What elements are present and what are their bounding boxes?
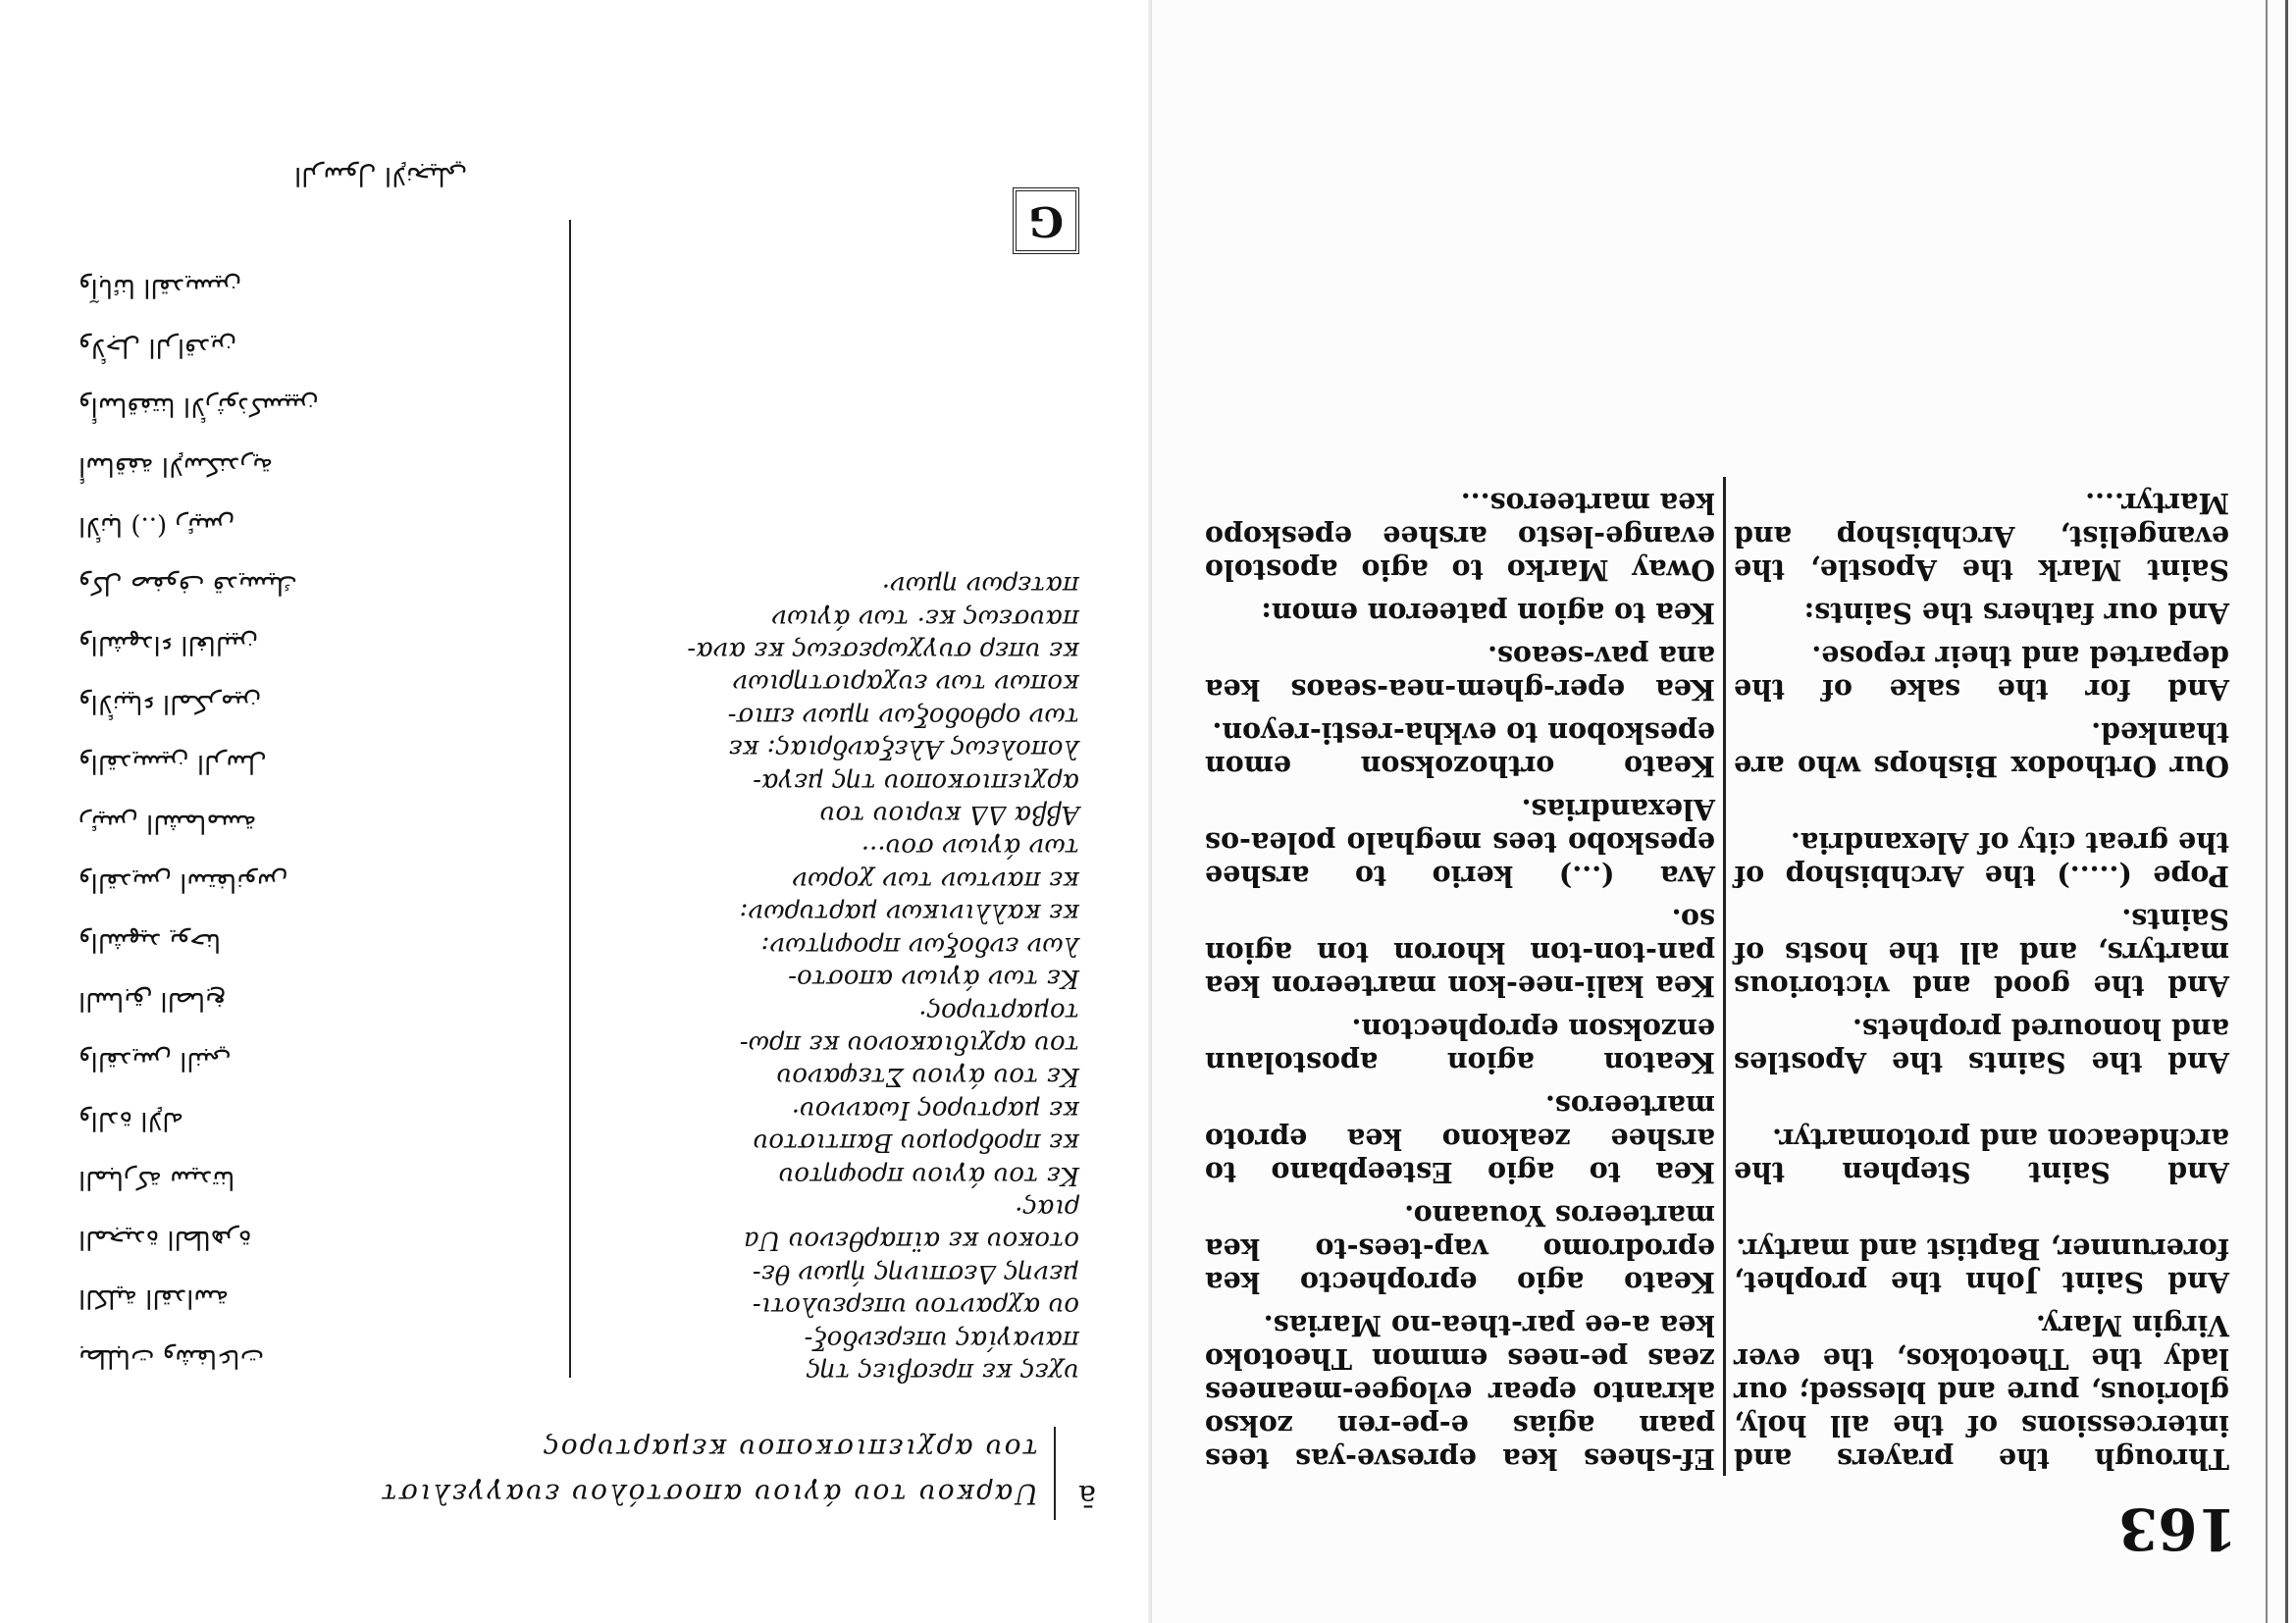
transliteration-cell: Ef-shees kea epresve-yas tees paan agias e-pe-ren zokso akranto epear evlogee-meanees zeas pe-nees emmon Theotoko kea a-ee par-thea-no Marias. [1205, 1309, 1715, 1476]
decorated-initial: G [1013, 187, 1079, 254]
transliteration-cell: Keato agio eprophecto kea eprodromo vap-tees-to kea marteeros Youaano. [1205, 1199, 1715, 1299]
coptic-line: των ορθοδοξων ημων επισ- [727, 701, 1079, 731]
english-cell: And Saint John the prophet, forerunner, Baptist and martyr. [1725, 1189, 2238, 1299]
transliteration-cell: Oway Marko to agio apostolo evange-lesto arshee epeskopo kea marteeros... [1205, 487, 1715, 587]
arabic-line: السابق الصابغ [78, 986, 227, 1017]
coptic-line: Κε των άγιων αποστο- [788, 964, 1079, 994]
coptic-line: των άγιων σου··· [861, 832, 1079, 863]
english-cell: And the Saints the Apostles and honoured prophets. [1725, 1003, 2238, 1079]
table-row [1197, 1299, 2237, 1476]
table-row [1197, 1003, 2237, 1079]
table-row [1197, 707, 2237, 783]
coptic-line: ου αχραντου υπερευλοτι- [752, 1291, 1079, 1322]
arabic-line: والقديس النبي [78, 1046, 232, 1076]
coptic-line: κε παντων των χορων [792, 864, 1079, 895]
coptic-line: του αρχιδιακονου κε πρω- [739, 1028, 1079, 1059]
coptic-line: τομαρτυρος· [918, 996, 1079, 1026]
coptic-line: κε υπερ συγχωρεσεως κε ανα- [687, 636, 1079, 666]
english-cell: Our Orthodox Bishops who are thanked. [1725, 707, 2238, 783]
transliteration-cell: Kea to agion pateeron emon: [1261, 597, 1715, 630]
section-number: ā [1078, 1478, 1096, 1512]
english-cell: Pope (.....) the Archbishop of the great city of Alexandria. [1725, 783, 2238, 893]
coptic-line: κοπων των ευχαριστηριων [732, 668, 1079, 699]
arabic-line: وآبائنا القديسين [78, 273, 242, 303]
english-cell: Saint Mark the Apostle, the evangelist, Archbishop and Martyr.... [1725, 477, 2238, 587]
coptic-line: μενης Δεσπινης ήμων θε- [752, 1258, 1079, 1288]
column-divider [569, 220, 571, 1378]
coptic-line: κε καλλινικων μαρτυρων: [739, 898, 1079, 928]
english-cell: And for the sake of the departed and their repose. [1725, 630, 2238, 707]
english-cell: Through the prayers and intercessions of the all holy, glorious, pure and blessed; our lady the Theotokos, the ever Virgin Mary. [1725, 1299, 2238, 1476]
coptic-line: παυσεως κε· των άγιων [771, 602, 1079, 633]
coptic-line: λοπολεως Αλεξανδριας: κε [728, 734, 1079, 764]
table-row [1197, 477, 2237, 587]
arabic-line: الكلية القداسة [78, 1283, 230, 1314]
english-cell: And Saint Stephen the archdeacon and protomartyr. [1725, 1079, 2238, 1189]
table-row [1197, 630, 2237, 707]
coptic-line: κε προδρομου Βαπτιστου [753, 1127, 1079, 1158]
arabic-line: والقديس استفانوس [78, 867, 288, 898]
coptic-line: λων ενδοξων προφητων: [760, 930, 1079, 961]
english-cell: And our fathers the Saints: [1725, 587, 2238, 630]
transliteration-cell: Kea eper-ghem-nea-seaos kea ana pav-seaos. [1205, 640, 1715, 707]
table-row [1197, 893, 2237, 1003]
header-line: του αρχιεπισκοπου κεμαρτυρος [542, 1433, 1038, 1465]
table-row [1197, 1079, 2237, 1189]
arabic-line: والشهداء الغالبين [78, 629, 259, 659]
arabic-line: وكل صفوف قديسيك [78, 570, 298, 601]
arabic-line: أساقفة الإسكندرية [78, 451, 274, 482]
header-rule [1054, 1427, 1056, 1520]
coptic-line: Κε του άγιου προφητου [778, 1160, 1079, 1190]
header-line: Uαρκου του άγιου αποστόλου ευαγγελιστ [380, 1478, 1038, 1510]
translation-table [1197, 477, 2237, 1476]
coptic-column [589, 568, 1079, 1387]
coptic-line: αρχιεπισκοπου της μεγα- [753, 766, 1079, 797]
transliteration-cell: Kea to agio Esteepbano to arshee zeakono kea eproto marteeros. [1205, 1089, 1715, 1189]
arabic-line: ولأجل الراقدين [78, 332, 237, 362]
arabic-line: والأنبياء المكرمين [78, 689, 262, 719]
coptic-line: Κε του άγιου Στεφανου [776, 1062, 1079, 1092]
arabic-line: المجيدة الطاهرة [78, 1224, 252, 1254]
arabic-line: رئيس الشمامسة [78, 808, 257, 838]
transliteration-cell: Keaton agion apostolaun enzokson eprophecton. [1205, 1013, 1715, 1079]
coptic-line: Αββα ΔΔ κυριου του [819, 800, 1079, 830]
arabic-line: والقديسين الرسل [78, 749, 267, 779]
english-cell: And the good and victorious martyrs, and all the hosts of Saints. [1725, 893, 2238, 1003]
arabic-line: بطلبات وشفاعات [78, 1343, 265, 1373]
page-number: 163 [2117, 1495, 2237, 1562]
coptic-line: κε μαρτυρος Ιωαννου· [791, 1094, 1079, 1125]
arabic-column [78, 258, 540, 1387]
coptic-line: πατερων ημων· [881, 570, 1079, 601]
transliteration-cell: Keato orthozokson emon epeskobon to evkha-resti-reyon. [1205, 716, 1715, 783]
arabic-line: الأنبا (..) رئيس [78, 510, 235, 541]
arabic-line: والشهيد يوحنا [78, 926, 222, 957]
coptic-line: ριας· [1015, 1192, 1079, 1223]
coptic-line: παναγίας υπερενδοξ- [804, 1324, 1079, 1354]
table-row [1197, 1189, 2237, 1299]
page-edge [2266, 0, 2288, 1623]
table-row [1197, 587, 2237, 630]
arabic-line: والدة الإله [78, 1105, 184, 1135]
page-163 [1148, 0, 2296, 1623]
arabic-line: وأساقفتنا الأرثوذكسيين [78, 392, 319, 422]
table-row [1197, 783, 2237, 893]
coptic-line: οτοκου κε αϊπαρθενου Ua [744, 1226, 1079, 1256]
bottom-arabic-line: الرسول الإنجيلي [294, 161, 468, 190]
arabic-line: المباركة سيدتنا [78, 1165, 235, 1195]
transliteration-cell: Ava (...) kerio to arshee epeskobo tees meghalo polea-os Alexandrias. [1205, 793, 1715, 893]
transliteration-cell: Kea kali-nee-kon marteeron kea pan-ton-ton khoron ton agion so. [1205, 903, 1715, 1003]
coptic-line: υχες κε πρεσβιες της [806, 1357, 1079, 1387]
section-header [128, 1392, 1109, 1520]
